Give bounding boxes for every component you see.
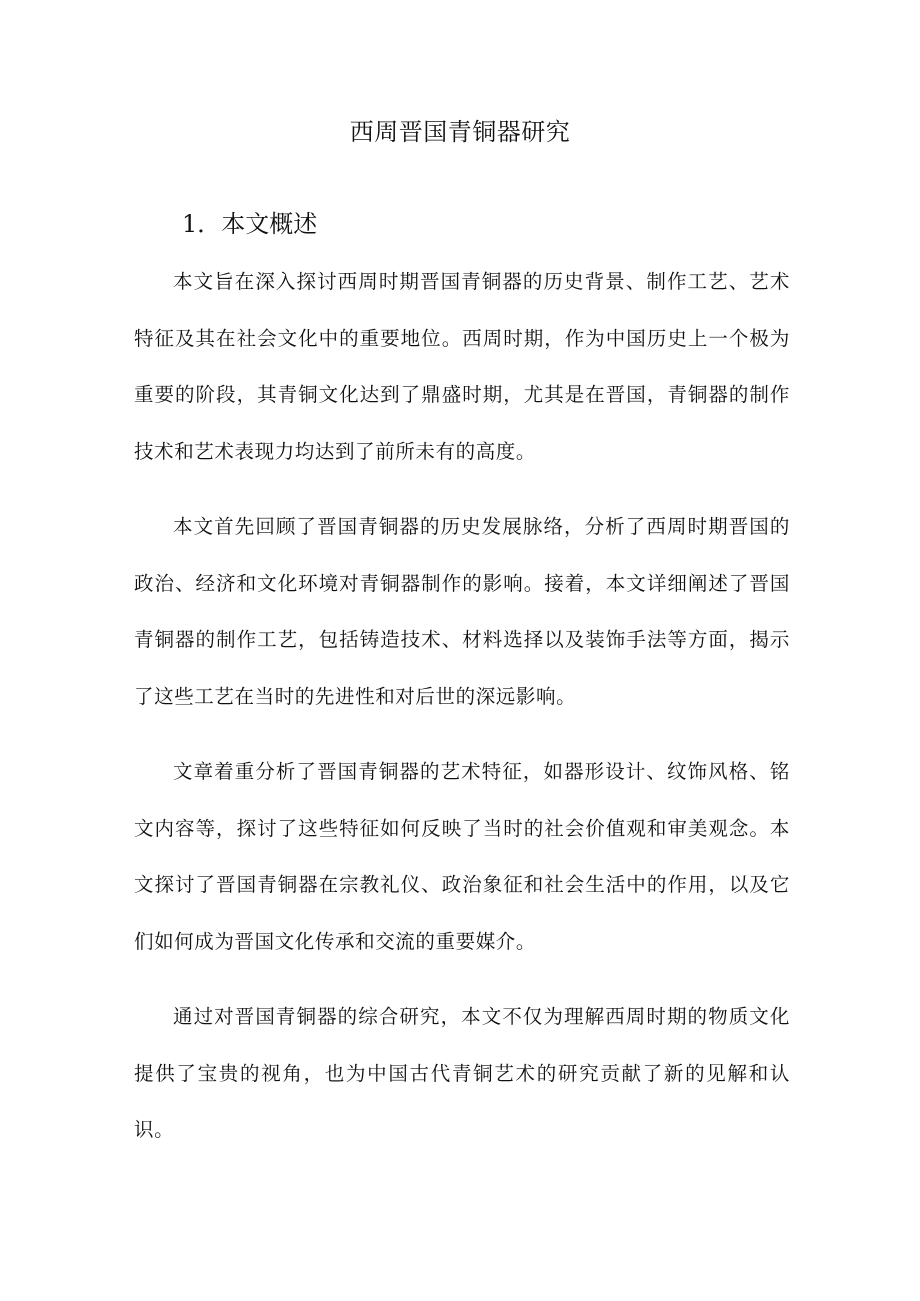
paragraph-3: 文章着重分析了晋国青铜器的艺术特征，如器形设计、纹饰风格、铭文内容等，探讨了这些特征如何反映了当时的社会价值观和审美观念。本文探讨了晋国青铜器在宗教礼仪、政治象征和社会生活中的作用，以及它们如何成为晋国文化传承和交流的重要媒介。 — [134, 760, 790, 953]
document-title: 西周晋国青铜器研究 — [349, 118, 571, 146]
paragraph-4: 通过对晋国青铜器的综合研究，本文不仅为理解西周时期的物质文化提供了宝贵的视角，也为中国古代青铜艺术的研究贡献了新的见解和认识。 — [134, 1005, 790, 1141]
paragraph-2: 本文首先回顾了晋国青铜器的历史发展脉络，分析了西周时期晋国的政治、经济和文化环境对青铜器制作的影响。接着，本文详细阐述了晋国青铜器的制作工艺，包括铸造技术、材料选择以及装饰手法等方面，揭示了这些工艺在当时的先进性和对后世的深远影响。 — [134, 515, 790, 708]
paragraph-1: 本文旨在深入探讨西周时期晋国青铜器的历史背景、制作工艺、艺术特征及其在社会文化中的重要地位。西周时期，作为中国历史上一个极为重要的阶段，其青铜文化达到了鼎盛时期，尤其是在晋国，青铜器的制作技术和艺术表现力均达到了前所未有的高度。 — [134, 270, 790, 463]
section-heading: 1．本文概述 — [182, 210, 318, 238]
section-body — [134, 254, 790, 1178]
